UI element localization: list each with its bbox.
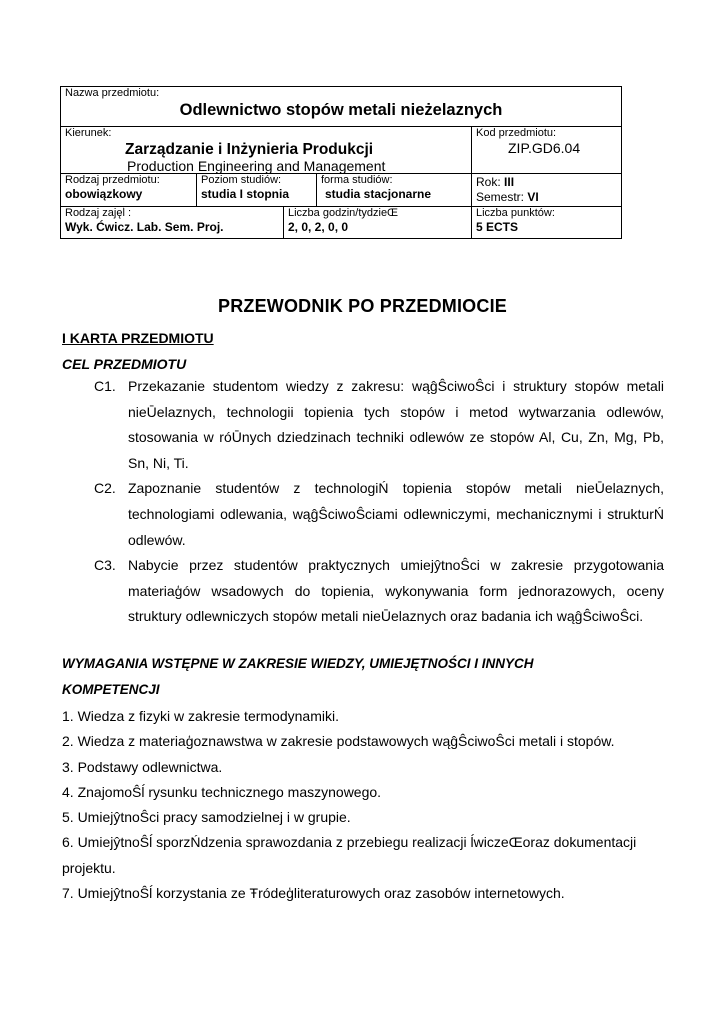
points-label: Liczba punktów:	[476, 207, 555, 219]
code-cell	[471, 127, 621, 173]
field-name: Zarządzanie i Inżynieria Produkcji	[125, 141, 374, 158]
list-item: 4. ZnajomoŜĺ rysunku technicznego maszynowego.	[62, 783, 382, 800]
field-name-en: Production Engineering and Management	[127, 158, 386, 174]
goal-item	[94, 374, 664, 476]
header-row-classes	[61, 206, 621, 238]
goal-number: C2.	[94, 480, 116, 497]
header-row-type	[61, 173, 621, 206]
year-label: Rok:	[476, 175, 501, 189]
classes-label: Rodzaj zajęĺ :	[65, 207, 132, 219]
requirements-list	[62, 704, 662, 906]
list-item: 1. Wiedza z fizyki w zakresie termodynamiki.	[62, 708, 339, 724]
subject-name-cell	[61, 87, 621, 126]
classes-value: Wyk. Ćwicz. Lab. Sem. Proj.	[65, 220, 224, 234]
subject-name-label: Nazwa przedmiotu:	[65, 87, 160, 99]
semester-value: VI	[527, 190, 539, 204]
goals-list	[94, 374, 664, 630]
form-label: forma studiów:	[321, 174, 393, 186]
header-row-field	[61, 126, 621, 173]
header-row-subject	[61, 87, 621, 126]
field-cell	[61, 127, 471, 173]
page-title: PRZEWODNIK PO PRZEDMIOCIE	[217, 296, 507, 316]
section-requirements-heading-cont: KOMPETENCJI	[62, 682, 160, 697]
section-card-heading: I KARTA PRZEDMIOTU	[62, 330, 214, 346]
year-semester-cell	[471, 174, 621, 206]
subject-code: ZIP.GD6.04	[508, 140, 581, 156]
study-level: studia I stopnia	[201, 187, 290, 201]
points-cell	[471, 207, 621, 238]
study-form: studia stacjonarne	[325, 187, 432, 201]
goal-item	[94, 553, 664, 630]
goal-item	[94, 476, 664, 553]
goal-number: C1.	[94, 378, 116, 394]
section-goal-heading: CEL PRZEDMIOTU	[62, 356, 187, 372]
list-item: 3. Podstawy odlewnictwa.	[62, 758, 223, 775]
year-value: III	[504, 175, 515, 189]
list-item: 5. UmiejŷtnoŜci pracy samodzielnej i w grupie.	[62, 809, 351, 826]
goal-number: C3.	[94, 557, 116, 574]
subject-name: Odlewnictwo stopów metali nieżelaznych	[179, 101, 503, 119]
list-item: 7. UmiejŷtnoŜĺ korzystania ze Ŧródeģliteraturowych oraz zasobów internetowych.	[62, 885, 565, 902]
goal-text: Nabycie przez studentów praktycznych umiejŷtnoŜci w zakresie przygotowania materiaģów wsadowych do topienia, wykonywania form jednorazowych, oceny struktury odlewniczych stopów metali nieŪelaznych oraz badania ich wąĝŜciwoŜci.	[128, 557, 664, 625]
field-label: Kierunek:	[65, 127, 112, 139]
subject-type: obowiązkowy	[65, 187, 143, 201]
level-cell	[196, 174, 316, 206]
type-cell	[61, 174, 196, 206]
goal-text: Zapoznanie studentów z technologiŃ topienia stopów metali nieŪelaznych, technologiami odlewania, wąĝŜciwoŜciami odlewniczymi, mechanicznymi i strukturŃ odlewów.	[128, 480, 664, 548]
hours-label: Liczba godzin/tydzieŒ	[288, 207, 399, 219]
code-label: Kod przedmiotu:	[476, 127, 557, 139]
section-requirements-heading: WYMAGANIA WSTĘPNE W ZAKRESIE WIEDZY, UMIEJĘTNOŚCI I INNYCH	[62, 656, 534, 671]
list-item: 2. Wiedza z materiaģoznawstwa w zakresie podstawowych wąĝŜciwoŜci metali i stopów.	[62, 733, 615, 750]
points-value: 5 ECTS	[476, 220, 519, 234]
course-header-table	[60, 86, 622, 239]
hours-cell	[283, 207, 471, 238]
hours-value: 2, 0, 2, 0, 0	[288, 220, 349, 234]
semester-label: Semestr:	[476, 190, 525, 204]
list-item: 6. UmiejŷtnoŜĺ sporzŃdzenia sprawozdania z przebiegu realizacji ĺwiczeŒoraz dokumentacji projektu.	[62, 834, 637, 876]
level-label: Poziom studiów:	[201, 174, 282, 186]
goal-text: Przekazanie studentom wiedzy z zakresu: wąĝŜciwoŜci i struktury stopów metali nieŪelaznych, technologii topienia tych stopów i metod wytwarzania odlewów, stosowania w róŪnych dziedzinach techniki odlewów ze stopów Al, Cu, Zn, Mg, Pb, Sn, Ni, Ti.	[128, 378, 664, 471]
form-cell	[316, 174, 471, 206]
type-label: Rodzaj przedmiotu:	[65, 174, 160, 186]
classes-cell	[61, 207, 283, 238]
